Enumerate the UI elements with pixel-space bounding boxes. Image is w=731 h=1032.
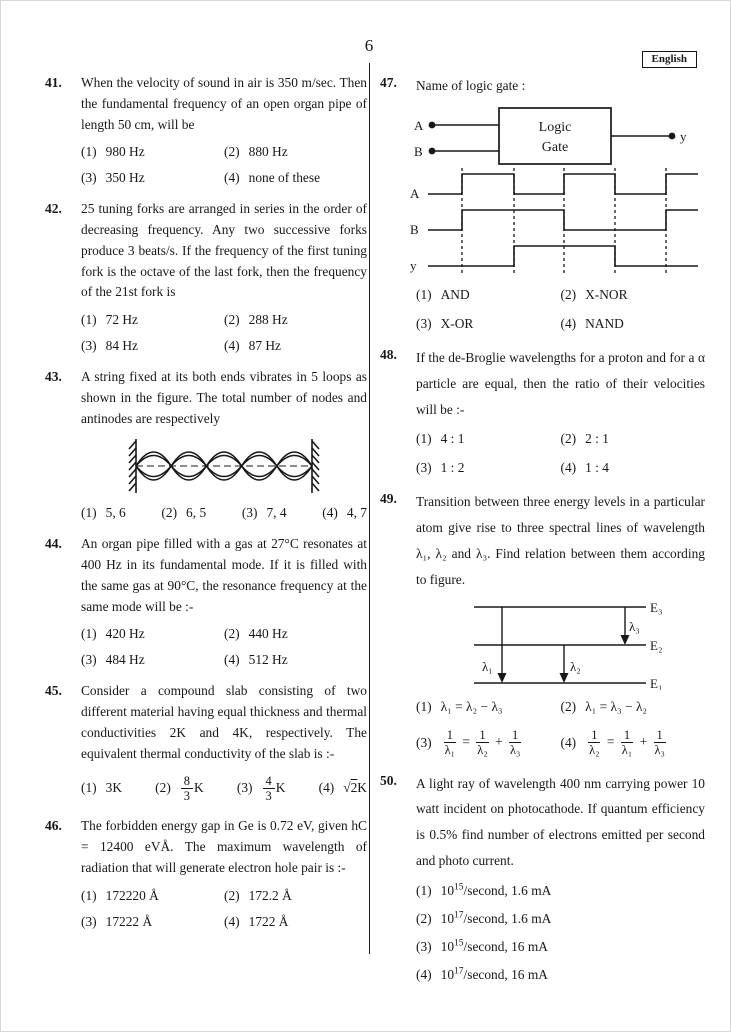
option-value: X-OR: [440, 315, 474, 331]
option-value: 172220 Å: [105, 887, 159, 903]
question-42-option-2: [224, 312, 367, 328]
option-value: 17222 Å: [105, 913, 153, 929]
gate-block: [414, 108, 687, 164]
question-49-option-4: [561, 728, 706, 758]
level-e2-label: E₂: [650, 637, 663, 653]
options: [416, 883, 705, 983]
question-text: When the velocity of sound in air is 350 m/sec. Then the fundamental frequency of an open organ pipe of length 50 cm, will be: [81, 75, 367, 132]
option-label: (2): [560, 286, 577, 302]
question-46-option-1: [81, 888, 224, 904]
question-44-option-3: [81, 652, 224, 668]
option-value: 512 Hz: [248, 652, 288, 668]
question-47-option-1: [416, 287, 561, 303]
option-label: (1): [416, 286, 432, 302]
question-42-option-3: [81, 338, 224, 354]
option-value: 1 : 2: [440, 460, 465, 476]
question-50-option-1: [416, 883, 705, 899]
option-label: (2): [224, 312, 240, 328]
option-value: 350 Hz: [105, 170, 145, 186]
question-45-option-2: [155, 774, 204, 804]
option-label: (4): [416, 967, 432, 983]
question-50: [380, 771, 705, 983]
question-41-option-4: [224, 170, 367, 186]
question-46-option-3: [81, 914, 224, 930]
options: [81, 144, 367, 186]
level-e1-label: E₁: [650, 675, 663, 690]
question-number: 48.: [380, 346, 397, 362]
question-43-option-4: [322, 505, 367, 521]
question-45-option-4: [319, 780, 367, 796]
question-body: [81, 199, 367, 354]
option-value: $\frac{8}{3}$ K: [180, 774, 204, 804]
option-label: (3): [236, 780, 253, 796]
option-label: (2): [416, 911, 432, 927]
question-text: Transition between three energy levels in a particular atom give rise to three spectral lines of wavelength λ₁, λ₂ and λ₃. Find relation between them according to figure.: [416, 494, 705, 588]
option-label: (3): [81, 338, 97, 354]
column-divider: [369, 63, 370, 954]
option-value: AND: [440, 286, 470, 302]
question-47-option-3: [416, 316, 561, 332]
option-label: (1): [416, 698, 432, 714]
option-label: (2): [560, 431, 577, 447]
question-number: 41.: [45, 75, 62, 90]
question-44-option-4: [224, 652, 367, 668]
option-value: 880 Hz: [248, 144, 288, 160]
question-number: 44.: [45, 536, 62, 552]
question-43-option-3: [242, 505, 287, 521]
question-text: The forbidden energy gap in Ge is 0.72 eV, given hC = 12400 eVÅ. The maximum wavelength of radiation that will generate electron hole pair is :-: [81, 818, 367, 875]
option-value: λ₁ = λ₂ − λ₃: [440, 698, 503, 714]
option-value: λ₁ = λ₃ − λ₂: [585, 698, 648, 714]
gate-box-line2: Gate: [541, 139, 569, 155]
option-value: 87 Hz: [248, 338, 281, 354]
question-48-option-2: [561, 431, 706, 447]
option-value: 2 : 1: [585, 431, 609, 447]
option-label: (3): [81, 652, 97, 668]
question-49: [380, 489, 705, 757]
question-44: [41, 534, 367, 668]
option-value: $10^{17}$/second, 16 mA: [440, 966, 548, 983]
option-value: 1722 Å: [248, 913, 289, 929]
question-43: [41, 367, 367, 521]
question-50-option-3: [416, 939, 705, 955]
question-41: [41, 73, 367, 186]
option-label: (4): [560, 315, 577, 331]
wall-left: [129, 439, 136, 493]
question-body: [416, 489, 705, 757]
question-49-option-3: [416, 728, 561, 758]
option-label: (4): [322, 505, 338, 521]
options: [416, 699, 705, 758]
lambda2-label: λ₂: [570, 658, 581, 674]
question-42: [41, 199, 367, 354]
question-48-option-1: [416, 431, 561, 447]
question-body: [81, 367, 367, 521]
option-label: (4): [224, 170, 240, 186]
option-label: (2): [560, 698, 577, 714]
option-value: 4, 7: [346, 505, 367, 521]
option-value: NAND: [585, 315, 624, 331]
logic-gate-figure: [402, 102, 702, 278]
waveform-b: [428, 210, 698, 230]
lambda3-label: λ₃: [629, 618, 640, 634]
option-label: (3): [416, 460, 432, 476]
option-value: $10^{17}$/second, 1.6 mA: [440, 910, 552, 927]
question-45-option-1: [81, 780, 122, 796]
question-text: If the de-Broglie wavelengths for a proton and for a α particle are equal, then the ratio of their velocities will be :-: [416, 349, 705, 417]
input-b-label: B: [414, 143, 423, 159]
energy-levels: [474, 607, 646, 683]
question-48-option-3: [416, 460, 561, 476]
question-46: [41, 816, 367, 929]
option-label: (3): [241, 505, 258, 521]
option-label: (1): [416, 883, 432, 899]
option-value: X-NOR: [585, 286, 628, 302]
question-46-option-2: [224, 888, 367, 904]
question-43-option-2: [161, 505, 206, 521]
question-49-option-1: [416, 699, 561, 715]
option-label: (3): [416, 734, 432, 750]
question-47-option-4: [561, 316, 706, 332]
left-column: [41, 73, 367, 943]
option-value: $10^{15}$/second, 1.6 mA: [440, 882, 552, 899]
option-label: (2): [224, 144, 240, 160]
string-figure-wrap: [124, 436, 324, 496]
option-value: 172.2 Å: [248, 887, 292, 903]
trace-y-label: y: [410, 257, 417, 273]
option-label: (2): [161, 505, 178, 521]
question-43-option-1: [81, 505, 126, 521]
option-value: none of these: [248, 170, 321, 186]
question-body: [416, 345, 705, 477]
option-label: (1): [81, 780, 97, 796]
lambda1-label: λ₁: [482, 658, 493, 674]
question-42-option-4: [224, 338, 367, 354]
question-body: [81, 534, 367, 668]
logic-figure-wrap: [402, 102, 702, 278]
waveform-y: [428, 246, 698, 266]
question-number: 45.: [45, 683, 62, 699]
question-41-option-1: [81, 144, 224, 160]
option-label: (1): [81, 312, 97, 328]
option-value: √2K: [343, 780, 367, 796]
trace-b-label: B: [410, 221, 419, 237]
question-text: Name of logic gate :: [416, 78, 526, 93]
option-value: 72 Hz: [105, 312, 138, 328]
question-number: 46.: [45, 818, 62, 834]
question-50-option-4: [416, 967, 705, 983]
standing-wave-figure: [124, 436, 324, 496]
question-44-option-2: [224, 626, 367, 642]
level-e3-label: E₃: [650, 599, 663, 615]
option-label: (4): [224, 338, 240, 354]
option-value: 420 Hz: [105, 626, 145, 642]
transition-arrows: [502, 607, 625, 675]
question-46-option-4: [224, 914, 367, 930]
option-value: $\frac{1}{\text{λ₂}}$ = $\frac{1}{\text{λ₁}}$ + $\frac{1}{\text{λ₃}}$: [589, 727, 665, 758]
question-48-option-4: [561, 460, 706, 476]
option-label: (3): [416, 315, 432, 331]
question-47-option-2: [561, 287, 706, 303]
options: [81, 312, 367, 354]
question-body: [416, 771, 705, 983]
option-value: 4 : 1: [440, 431, 465, 447]
options: [416, 431, 705, 476]
question-text: A string fixed at its both ends vibrates in 5 loops as shown in the figure. The total number of nodes and antinodes are respectively: [81, 369, 367, 426]
option-label: (3): [416, 939, 432, 955]
option-label: (1): [416, 431, 432, 447]
question-body: [81, 681, 367, 803]
options: [416, 287, 705, 332]
option-label: (1): [81, 505, 97, 521]
option-label: (4): [224, 652, 240, 668]
question-41-option-2: [224, 144, 367, 160]
option-value: $\frac{1}{\text{λ₁}}$ = $\frac{1}{\text{λ₂}}$ + $\frac{1}{\text{λ₃}}$: [444, 727, 521, 758]
question-45: [41, 681, 367, 803]
option-label: (4): [224, 913, 240, 929]
option-value: $\frac{4}{3}$ K: [262, 774, 286, 804]
gate-box: [499, 108, 611, 164]
waveforms: [428, 174, 698, 266]
option-label: (2): [155, 780, 171, 796]
question-49-option-2: [561, 699, 706, 715]
question-body: [81, 816, 367, 929]
question-text: 25 tuning forks are arranged in series in the order of decreasing frequency. Any two successive forks produce 3 beats/s. If the frequency of the first tuning fork is the octave of the last fork, then the frequency of the 21st fork is: [81, 201, 367, 300]
question-text: An organ pipe filled with a gas at 27°C resonates at 400 Hz in its fundamental mode. If it is filled with the same gas at 90°C, the resonance frequency at the same mode will be :-: [81, 536, 367, 614]
gate-box-line1: Logic: [538, 119, 572, 135]
option-label: (2): [224, 626, 240, 642]
question-44-option-1: [81, 626, 224, 642]
question-number: 43.: [45, 369, 62, 385]
waveform-a: [428, 174, 698, 194]
options: [81, 626, 367, 668]
output-label: y: [680, 128, 687, 144]
option-value: 980 Hz: [105, 144, 145, 160]
question-42-option-1: [81, 312, 224, 328]
option-label: (3): [81, 913, 97, 929]
language-tag: English: [642, 51, 697, 68]
question-47: [380, 73, 705, 332]
question-50-option-2: [416, 911, 705, 927]
option-value: 440 Hz: [248, 626, 288, 642]
option-value: 5, 6: [105, 505, 126, 521]
option-label: (1): [81, 887, 97, 903]
energy-figure-wrap: [462, 595, 692, 690]
question-number: 49.: [380, 491, 397, 507]
question-body: [81, 73, 367, 186]
options: [81, 505, 367, 521]
question-45-option-3: [237, 774, 286, 804]
option-label: (4): [560, 460, 577, 476]
options: [81, 888, 367, 930]
page-number: 6: [364, 36, 374, 55]
option-value: 6, 5: [186, 505, 207, 521]
option-value: 1 : 4: [585, 460, 609, 476]
output-terminal: [669, 132, 676, 139]
question-text: A light ray of wavelength 400 nm carrying power 10 watt incident on photocathode. If quantum efficiency is 0.5% find number of electrons emitted per second and photo current.: [416, 775, 705, 869]
option-value: 3K: [105, 780, 122, 796]
option-label: (1): [81, 144, 97, 160]
energy-levels-figure: [462, 595, 692, 690]
right-column: [380, 73, 705, 996]
option-value: 288 Hz: [248, 312, 288, 328]
option-label: (1): [81, 626, 97, 642]
wall-right: [312, 439, 319, 493]
option-value: $10^{15}$/second, 16 mA: [440, 938, 548, 955]
options: [81, 774, 367, 804]
option-label: (2): [224, 887, 240, 903]
option-label: (4): [560, 734, 577, 750]
question-48: [380, 345, 705, 477]
question-text: Consider a compound slab consisting of two different material having equal thickness and thermal conductivities 2K and 4K, respectively. The equivalent thermal conductivity of the slab is :-: [81, 683, 367, 761]
trace-a-label: A: [410, 185, 420, 201]
input-a-label: A: [414, 117, 424, 133]
option-label: (3): [81, 170, 97, 186]
question-number: 42.: [45, 201, 62, 217]
option-value: 7, 4: [266, 505, 287, 521]
option-value: 84 Hz: [105, 338, 138, 354]
question-body: [410, 73, 705, 332]
option-value: 484 Hz: [105, 652, 145, 668]
option-label: (4): [318, 780, 335, 796]
question-41-option-3: [81, 170, 224, 186]
question-number: 50.: [380, 772, 397, 788]
question-number: 47.: [380, 75, 397, 90]
